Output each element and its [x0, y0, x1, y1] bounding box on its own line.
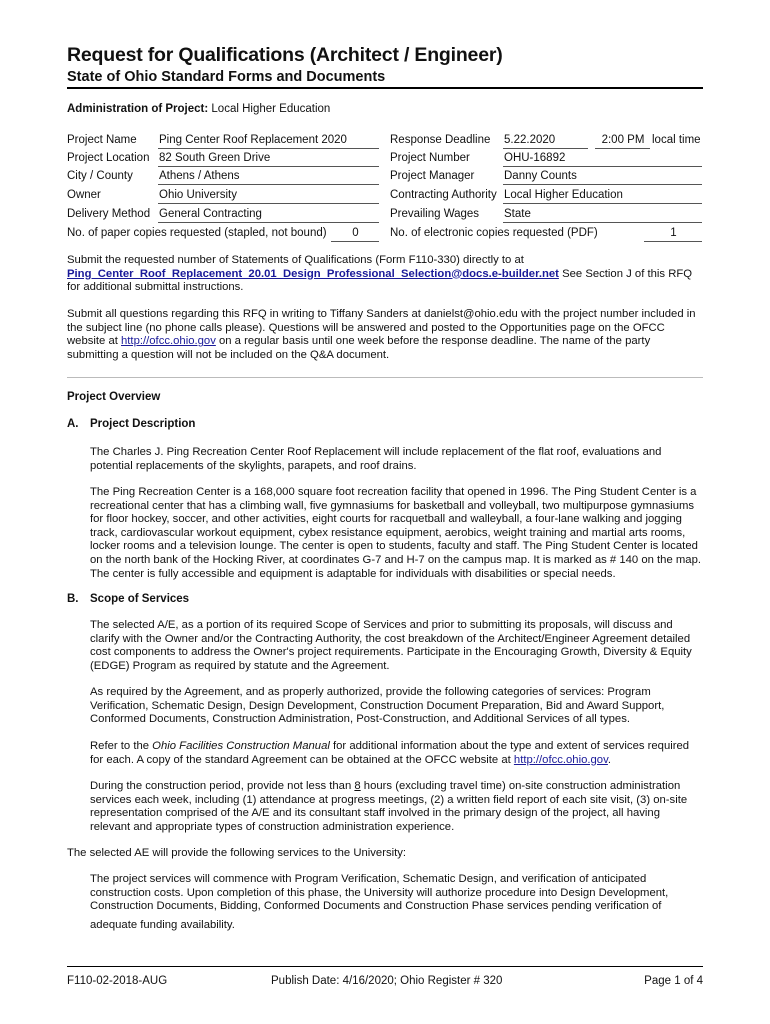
project-overview-heading: Project Overview	[67, 391, 161, 403]
questions-text-a: Submit all questions regarding this RFQ in writing to Tiffany Sanders at danielst@ohio.edu with the project number included in the subject line (no phone calls please). Questions will be answered and posted to the Opportunities page on the OFCC website at	[67, 308, 696, 348]
administration-label: Administration of Project:	[67, 103, 209, 115]
section-b-paragraph-4	[90, 780, 702, 834]
project-location-row	[67, 152, 379, 167]
onsite-hours-value: 8	[354, 780, 361, 792]
page-title: Request for Qualifications (Architect / Engineer)	[67, 44, 503, 66]
contracting-authority-row	[390, 189, 703, 204]
project-number-field[interactable]	[503, 152, 702, 167]
section-b-paragraph-3	[90, 740, 702, 767]
section-b-heading: Scope of Services	[90, 593, 190, 605]
project-name-value: Ping Center Roof Replacement 2020	[159, 134, 347, 146]
delivery-method-value: General Contracting	[159, 208, 262, 220]
services-text-last: adequate funding availability.	[90, 918, 235, 931]
owner-field[interactable]	[158, 189, 379, 204]
section-b-letter: B.	[67, 593, 79, 605]
questions-text-b: on a regular basis until one week before the response deadline. The name of the party submitting a question will not be included on the Q&A document.	[67, 335, 651, 361]
submission-email-link[interactable]: Ping_Center_Roof_Replacement_20.01_Design_Professional_Selection@docs.e-builder.net	[67, 267, 559, 280]
footer-publish-date: Publish Date: 4/16/2020; Ohio Register # 320	[271, 975, 503, 987]
prevailing-wages-row	[390, 208, 703, 223]
manual-title: Ohio Facilities Construction Manual	[152, 740, 330, 752]
title-divider	[67, 87, 703, 89]
project-name-row	[67, 134, 379, 149]
paper-copies-value: 0	[352, 227, 359, 239]
page-subtitle: State of Ohio Standard Forms and Documents	[67, 69, 386, 85]
owner-label: Owner	[67, 189, 101, 201]
section-a-paragraph-2: The Ping Recreation Center is a 168,000 square foot recreation facility that opened in 1996. The Ping Student Center is a recreational center that has a climbing wall, five gymnasiums for basketball and volleyball, two multipurpose gymnasiums for floor hockey, soccer, and other activities, eight courts for racquetball and walleyball, a four-lane walking and jogging track, cardiovascular workout equipment, cybex resistance equipment, aerobics, weight training and martial arts rooms, locker rooms and a television lounge. The center is open to students, faculty and staff. The Ping Student Center is located on the north bank of the Hocking River, at coordinates G-7 and H-7 on the campus map. It is marked as # 140 on the map. The center is fully accessible and equipment is adaptable for individuals with disabilities or special needs.	[90, 486, 701, 580]
response-deadline-label: Response Deadline	[390, 134, 491, 146]
contracting-authority-value: Local Higher Education	[504, 189, 623, 201]
response-deadline-date-field[interactable]	[503, 134, 588, 149]
prevailing-wages-value: State	[504, 208, 531, 220]
response-deadline-time-value: 2:00 PM	[601, 134, 645, 146]
project-name-label: Project Name	[67, 134, 137, 146]
footer-divider	[67, 966, 703, 967]
submit-text-a: Submit the requested number of Statements of Qualifications (Form F110-330) directly to at	[67, 254, 524, 266]
city-county-field[interactable]	[158, 170, 379, 185]
project-manager-value: Danny Counts	[504, 170, 577, 182]
city-county-value: Athens / Athens	[159, 170, 240, 182]
electronic-copies-label: No. of electronic copies requested (PDF)	[390, 227, 598, 239]
local-time-label: local time	[652, 134, 701, 146]
questions-instructions	[67, 308, 703, 362]
paper-copies-label: No. of paper copies requested (stapled, not bound)	[67, 227, 327, 239]
city-county-row	[67, 170, 379, 185]
project-number-value: OHU-16892	[504, 152, 566, 164]
project-location-field[interactable]	[158, 152, 379, 167]
paper-copies-field[interactable]	[331, 227, 379, 242]
section-b-paragraph-1: The selected A/E, as a portion of its required Scope of Services and prior to submitting its proposals, will discuss and clarify with the Owner and/or the Contracting Authority, the cost breakdown of the Architect/Engineer Agreement detailed cost components to address the Owner's project requirements. Participate in the Encouraging Growth, Diversity & Equity (EDGE) Program as required by statute and the Agreement.	[90, 619, 692, 672]
submit-text-b: See Section J of this RFQ for additional submittal instructions.	[67, 267, 693, 294]
project-manager-row	[390, 170, 703, 185]
delivery-method-field[interactable]	[158, 208, 379, 223]
services-text: The project services will commence with Program Verification, Schematic Design, and verification of anticipated construction costs. Upon completion of this phase, the University will authorize procedure into Design Development, Construction Documents, Bidding, Conformed Documents and Construction Phase services pending verification of	[90, 873, 669, 913]
b-p3-text-b: for additional information about the type and extent of services required for each. A copy of the standard Agreement can be obtained at the OFCC website at	[90, 740, 690, 766]
contracting-authority-label: Contracting Authority	[390, 189, 497, 201]
delivery-method-label: Delivery Method	[67, 208, 151, 220]
city-county-label: City / County	[67, 170, 133, 182]
section-a-paragraph-1: The Charles J. Ping Recreation Center Roof Replacement will include replacement of the flat roof, evaluations and potential replacements of the skylights, parapets, and roof drains.	[90, 446, 662, 472]
electronic-copies-field[interactable]	[644, 227, 702, 242]
project-manager-field[interactable]	[503, 170, 702, 185]
project-location-value: 82 South Green Drive	[159, 152, 271, 164]
services-paragraph	[90, 873, 702, 932]
selected-ae-statement: The selected AE will provide the following services to the University:	[67, 847, 407, 859]
b-p4-text-b: hours (excluding travel time) on-site construction administration services each week, including (1) attendance at progress meetings, (2) a written field report of each site visit, (3) on-site representation comprised of the A/E and its consultant staff involved in the primary design of the project, all having relevant and appropriate types of construction administration experience.	[90, 780, 688, 833]
administration-line	[67, 103, 330, 115]
contracting-authority-field[interactable]	[503, 189, 702, 204]
administration-value: Local Higher Education	[211, 103, 331, 115]
b-p3-text-c: .	[607, 753, 612, 766]
delivery-method-row	[67, 208, 379, 223]
ofcc-website-link-2[interactable]: http://ofcc.ohio.gov	[513, 753, 608, 766]
b-p4-text-a: During the construction period, provide not less than	[90, 780, 355, 792]
paper-copies-row	[67, 227, 379, 242]
project-name-field[interactable]	[158, 134, 379, 149]
submit-instructions	[67, 254, 703, 295]
response-deadline-time-field[interactable]	[595, 134, 650, 149]
footer-form-id: F110-02-2018-AUG	[67, 975, 168, 987]
ofcc-website-link[interactable]: http://ofcc.ohio.gov	[121, 335, 216, 348]
b-p3-text-a: Refer to the	[90, 740, 153, 752]
project-location-label: Project Location	[67, 152, 150, 164]
section-a-letter: A.	[67, 418, 79, 430]
electronic-copies-row	[390, 227, 703, 242]
footer-page-number: Page 1 of 4	[644, 975, 703, 987]
project-manager-label: Project Manager	[390, 170, 475, 182]
response-deadline-date-value: 5.22.2020	[504, 134, 556, 146]
prevailing-wages-label: Prevailing Wages	[390, 208, 480, 220]
owner-value: Ohio University	[159, 189, 237, 201]
prevailing-wages-field[interactable]	[503, 208, 702, 223]
owner-row	[67, 189, 379, 204]
project-number-row	[390, 152, 703, 167]
section-a-heading: Project Description	[90, 418, 196, 430]
electronic-copies-value: 1	[670, 227, 677, 239]
project-number-label: Project Number	[390, 152, 470, 164]
section-divider	[67, 377, 703, 378]
section-b-paragraph-2: As required by the Agreement, and as properly authorized, provide the following categories of services: Program Verification, Schematic Design, Design Development, Construction Document Preparation, Bid and Award Support, Conformed Documents, Construction Administration, Post-Construction, and Additional Services of all types.	[90, 686, 665, 726]
response-deadline-row	[390, 134, 703, 149]
